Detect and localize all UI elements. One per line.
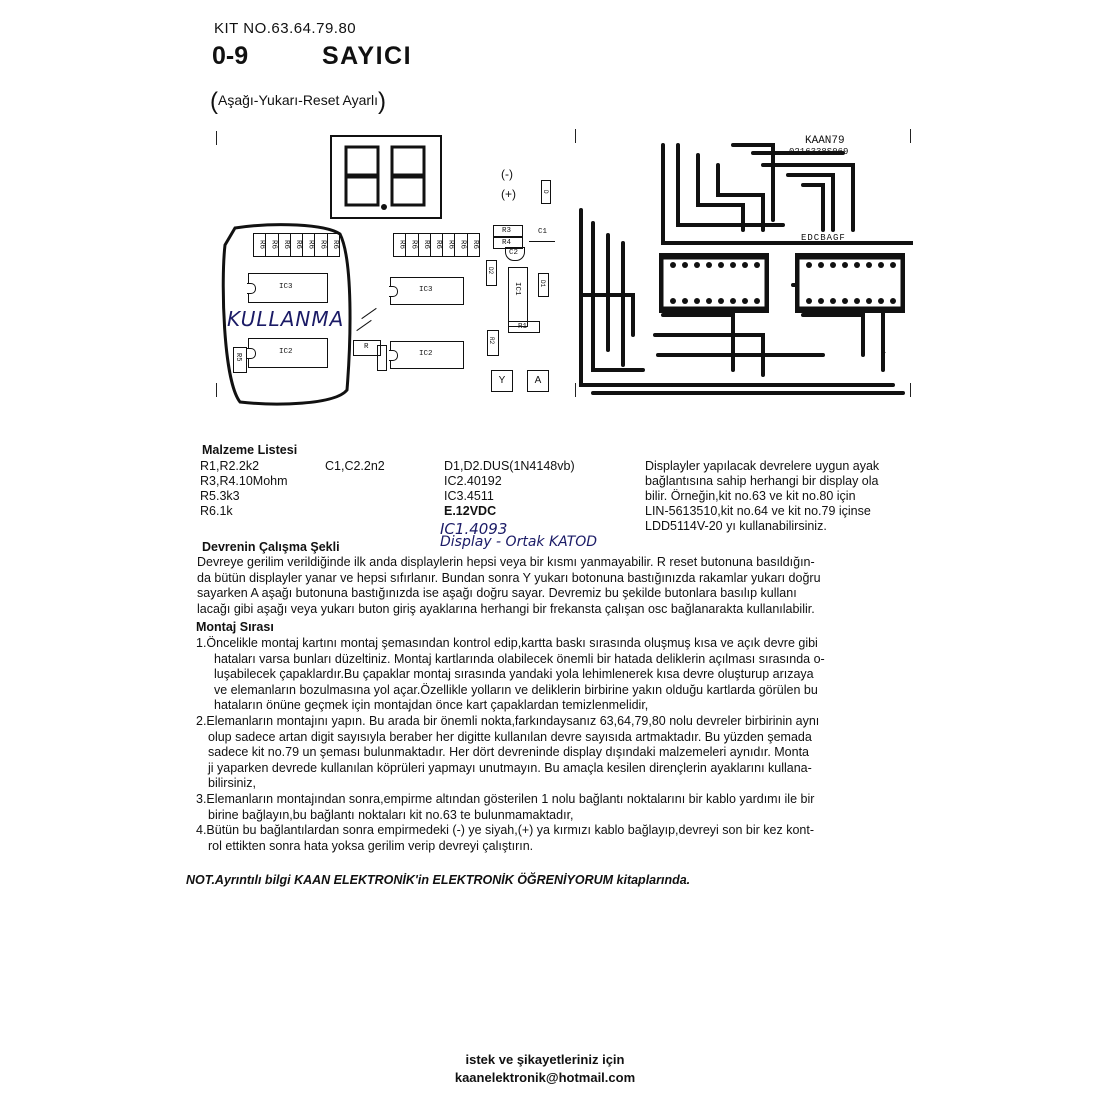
r2-label: R2 [488, 336, 495, 344]
display-note-line: bilir. Örneğin,kit no.63 ve kit no.80 için [645, 489, 856, 503]
material-item: D1,D2.DUS(1N4148vb) [444, 459, 575, 473]
d2-diode [486, 260, 497, 286]
ic2-middle-label: IC2 [419, 350, 433, 358]
kit-number: KIT NO.63.64.79.80 [214, 20, 357, 37]
assembly-heading: Montaj Sırası [196, 620, 274, 634]
note-line: NOT.Ayrıntılı bilgi KAAN ELEKTRONİK'in ELEKTRONİK ÖĞRENİYORUM kitaplarında. [186, 873, 691, 887]
resistor-array-left [253, 233, 340, 257]
r1-label: R1 [518, 323, 528, 331]
material-item: C1,C2.2n2 [325, 459, 385, 473]
ic3-left-label: IC3 [279, 283, 293, 291]
material-item: E.12VDC [444, 504, 497, 518]
plus-terminal: (+) [501, 187, 516, 201]
r3-label: R3 [502, 227, 512, 235]
pcb-code-2: 0216338S069 [789, 147, 849, 157]
material-item: IC2.40192 [444, 474, 502, 488]
assembly-line: sadece kit no.79 un şeması bulunmaktadır. Her dört devreninde display dışındaki malzemeleri aynıdır. Monta [208, 745, 810, 760]
ic3-middle-label: IC3 [419, 286, 433, 294]
resistor-label: R6 [279, 234, 291, 256]
resistor-label: R6 [394, 234, 406, 256]
c2-capacitor [505, 247, 525, 261]
materials-heading: Malzeme Listesi [202, 443, 298, 457]
display-digits-icon [332, 137, 440, 217]
r4-label: R4 [502, 239, 512, 247]
assembly-line: bilirsiniz, [208, 776, 256, 791]
y-label: Y [498, 375, 506, 386]
diode [541, 180, 551, 204]
operation-line: lacağı gibi aşağı veya yukarı buton giriş ayaklarına herhangi bir frekansta çalışan osc bağlanarakta kullanılabilir. [197, 601, 815, 616]
materials-col-1 [200, 459, 288, 519]
material-item: R3,R4.10Mohm [200, 474, 288, 488]
r-label: R [364, 343, 369, 351]
material-item: R5.3k3 [200, 489, 240, 503]
ic1-label: IC1 [513, 282, 521, 296]
ic2-left [248, 338, 328, 368]
materials-col-2 [325, 459, 385, 474]
pcb-segments: EDCBAGF [801, 233, 846, 243]
a-label: A [534, 375, 542, 386]
r1-resistor [508, 321, 540, 333]
materials-col-3 [444, 459, 575, 519]
minus-terminal: (-) [501, 167, 513, 181]
resistor-array-middle [393, 233, 480, 257]
display-note-line: Displayler yapılacak devrelere uygun ayak [645, 459, 880, 473]
assembly-text [196, 636, 941, 854]
resistor-label: R6 [470, 240, 479, 250]
resistor-label: R6 [443, 234, 455, 256]
ic2-left-label: IC2 [279, 348, 293, 356]
seven-segment-display [330, 135, 442, 219]
assembly-line: olup sadece artan digit sayısıyla beraber her digitte kullanılan devre sayısıda artmaktadır. Bu yüzden şemada [208, 729, 812, 744]
title-name: SAYICI [322, 42, 413, 70]
c2-label: C2 [509, 249, 519, 257]
resistor-label: R6 [419, 234, 431, 256]
resistor-label: R6 [406, 234, 418, 256]
ic2-middle [390, 341, 464, 369]
assembly-line: hataların önüne geçmek için montajdan önce kart çapaklardan temizlenmelidir, [214, 698, 649, 713]
title-range: 0-9 [212, 42, 249, 70]
d-label: D [542, 190, 549, 194]
pcb-digit-1: 1 [881, 345, 887, 355]
ic3-left [248, 273, 328, 303]
d2-label: D2 [487, 266, 494, 274]
resistor-label: R6 [315, 234, 327, 256]
assembly-line: ji yaparken devrede kullanılan köprüleri yapmayı unutmayın. Bu amaçla kesilen dirençlerin ayaklarını kullana- [208, 760, 812, 775]
resistor-label: R6 [291, 234, 303, 256]
resistor-label: R6 [266, 234, 278, 256]
ic3-middle [390, 277, 464, 305]
resistor-label: R6 [455, 234, 467, 256]
d1-diode [538, 273, 549, 297]
assembly-line: birine bağlayın,bu bağlantı noktaları kit no.63 te bulunmamaktadır, [208, 807, 574, 822]
operation-heading: Devrenin Çalışma Şekli [202, 540, 340, 554]
footer-line-1: istek ve şikayetleriniz için [465, 1052, 625, 1067]
operation-line: Devreye gerilim verildiğinde ilk anda displaylerin hepsi veya bir kısmı yanmayabilir. R reset butonuna basıldığın- [197, 555, 815, 569]
display-note-line: bağlantısına sahip herhangi bir display ola [645, 474, 879, 488]
resistor-label: R6 [431, 234, 443, 256]
assembly-line: 3.Elemanların montajından sonra,empirme altından gösterilen 1 nolu bağlantı noktalarını bir kablo yardımı ile bir [196, 791, 815, 806]
r5-resistor [233, 347, 247, 373]
resistor-label: R6 [254, 234, 266, 256]
material-item: R1,R2.2k2 [200, 459, 260, 473]
r5-label: R5 [234, 352, 242, 361]
footer-email: kaanelektronik@hotmail.com [454, 1070, 636, 1085]
resistor-label: R6 [330, 240, 339, 250]
assembly-line: rol ettikten sonra hata yoksa gerilim verip devreyi çalıştırın. [208, 838, 534, 853]
assembly-line: 4.Bütün bu bağlantılardan sonra empirmedeki (-) ye siyah,(+) ya kırmızı kablo bağlayıp,devreyi son bir kez kont- [196, 823, 814, 838]
down-button [527, 370, 549, 392]
r3-resistor [493, 225, 523, 237]
assembly-line: luşabilecek çapaklardır.Bu çapaklar montaj sırasında yandaki yola lehimlenerek kısa devre oluşturup arızaya [214, 667, 814, 682]
assembly-line: 2.Elemanların montajını yapın. Bu arada bir önemli nokta,farkındaysanız 63,64,79,80 nolu devreler birbirinin aynı [196, 713, 820, 728]
pcb-code-1: KAAN79 [805, 135, 845, 147]
operation-line: da bütün displayler yanar ve hepsi sıfırlanır. Bundan sonra Y yukarı botonuna bastığınızda rakamlar yukarı doğru [197, 570, 821, 585]
subtitle-text: Aşağı-Yukarı-Reset Ayarlı [218, 92, 379, 108]
material-item: IC3.4511 [444, 489, 494, 503]
operation-text [197, 555, 937, 617]
c1-label: C1 [538, 228, 548, 236]
handwritten-display: Display - Ortak KATOD [440, 534, 598, 550]
assembly-line: ve elemanların bozulmasına yol açar.Özellikle yolların ve deliklerin birbirine yakın olduğu kartlarda görülen bu [214, 682, 818, 697]
assembly-drawing [205, 125, 915, 415]
assembly-line: hataları varsa bunları düzeltiniz. Montaj kartlarında olabilecek önemli bir hatada deliklerin açılması sırasında o- [214, 651, 825, 666]
ic1-chip [508, 267, 528, 327]
r2-resistor [487, 330, 499, 356]
handwritten-note: KULLANMA [227, 307, 345, 331]
materials-col-4 [645, 459, 879, 534]
d1-label: D1 [539, 279, 546, 287]
up-button [491, 370, 513, 392]
display-note-line: LIN-5613510,kit no.64 ve kit no.79 içinse [645, 504, 871, 518]
display-note-line: LDD5114V-20 yı kullanabilirsiniz. [645, 519, 827, 533]
pcb-layout-icon [563, 135, 913, 407]
handwritten-ic1: IC1.4093 [440, 520, 508, 538]
assembly-line: 1.Öncelikle montaj kartını montaj şemasından kontrol edip,kartta baskı sırasında oluşmuş kısa ve açık devre gibi [196, 636, 818, 650]
material-item: R6.1k [200, 504, 233, 518]
resistor-label: R6 [303, 234, 315, 256]
subtitle: (Aşağı-Yukarı-Reset Ayarlı) [210, 88, 387, 115]
operation-line: sayarken A aşağı butonuna bastığınızda ise aşağı doğru sayar. Devremiz bu şekilde butonlara basılıp kullanı [197, 586, 797, 601]
